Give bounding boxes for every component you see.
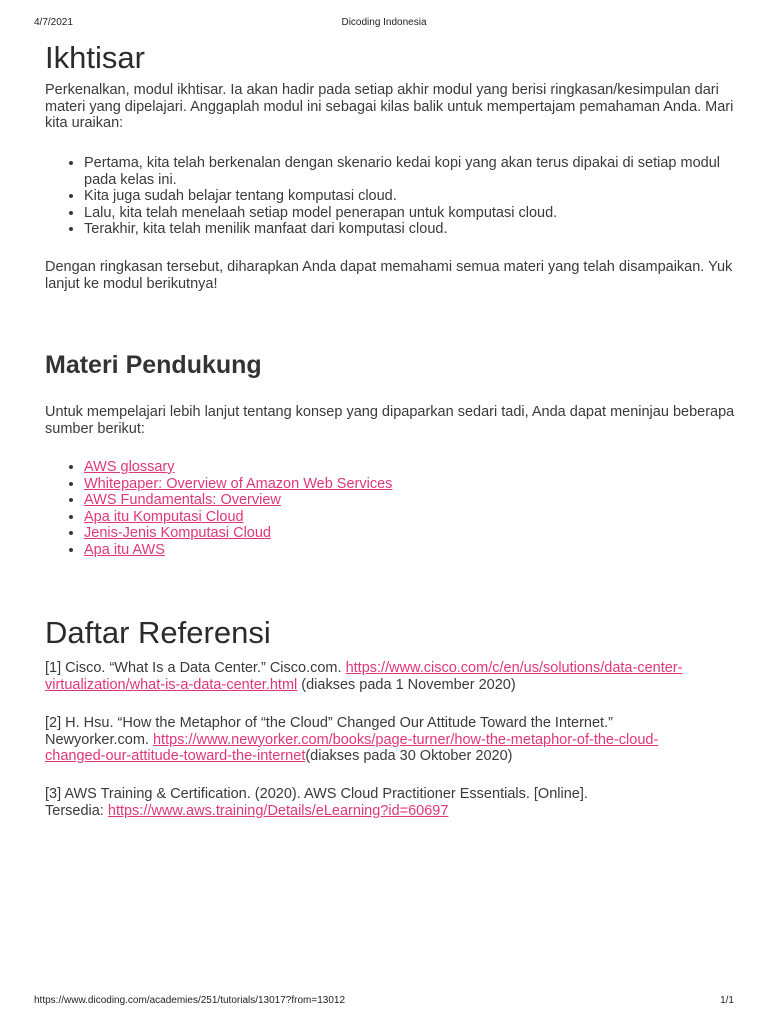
- reference-suffix: (diakses pada 30 Oktober 2020): [305, 748, 513, 764]
- ikhtisar-intro-block: [45, 82, 735, 132]
- list-item: [84, 509, 735, 526]
- materi-intro-block: [45, 404, 735, 437]
- materi-links-block: [45, 459, 735, 558]
- reference-prefix: [1] Cisco. “What Is a Data Center.” Cisco.com.: [45, 660, 346, 676]
- heading-materi-pendukung: Materi Pendukung: [45, 351, 262, 379]
- reference-1: [45, 660, 695, 693]
- print-url: https://www.dicoding.com/academies/251/tutorials/13017?from=13012: [34, 995, 346, 1006]
- ikhtisar-closing: Dengan ringkasan tersebut, diharapkan Anda dapat memahami semua materi yang telah disampaikan. Yuk lanjut ke modul berikutnya!: [45, 259, 733, 292]
- print-date: 4/7/2021: [34, 17, 73, 28]
- ikhtisar-list-block: [45, 155, 735, 238]
- ikhtisar-intro: Perkenalkan, modul ikhtisar. Ia akan hadir pada setiap akhir modul yang berisi ringkasan/kesimpulan dari materi yang dipelajari. Anggaplah modul ini sebagai kilas balik untuk mempertajam pemahaman Anda. Mari kita uraikan:: [45, 82, 734, 131]
- reference-prefix: [3] AWS Training & Certification. (2020). AWS Cloud Practitioner Essentials. [Online]. Tersedia:: [45, 786, 588, 819]
- reference-link[interactable]: https://www.aws.training/Details/eLearning?id=60697: [107, 802, 449, 819]
- list-item: • Lalu, kita telah menelaah setiap model penerapan untuk komputasi cloud.: [84, 205, 735, 222]
- link-jenis-komputasi-cloud[interactable]: Jenis-Jenis Komputasi Cloud: [84, 525, 271, 541]
- ikhtisar-closing-block: [45, 259, 735, 292]
- list-item: [84, 525, 735, 542]
- materi-intro: Untuk mempelajari lebih lanjut tentang konsep yang dipaparkan sedari tadi, Anda dapat meninjau beberapa sumber berikut:: [45, 404, 735, 437]
- link-aws-fundamentals[interactable]: AWS Fundamentals: Overview: [84, 492, 281, 508]
- list-item: • Pertama, kita telah berkenalan dengan skenario kedai kopi yang akan terus dipakai di setiap modul pada kelas ini.: [84, 155, 735, 188]
- list-item: [84, 542, 735, 559]
- print-title: Dicoding Indonesia: [341, 17, 427, 28]
- list-item: [84, 476, 735, 493]
- reference-text: [45, 786, 645, 819]
- list-item: • Kita juga sudah belajar tentang komputasi cloud.: [84, 188, 735, 205]
- list-item: [84, 459, 735, 476]
- page-number: 1/1: [720, 995, 734, 1006]
- reference-link[interactable]: https://www.newyorker.com/books/page-turner/how-the-metaphor-of-the-cloud-changed-our-attitude-toward-the-internet: [45, 731, 659, 764]
- reference-3: [45, 786, 645, 819]
- reference-text: [45, 715, 710, 765]
- link-apa-itu-komputasi-cloud[interactable]: Apa itu Komputasi Cloud: [84, 508, 244, 525]
- ikhtisar-list: [45, 155, 735, 238]
- list-item: [84, 492, 735, 509]
- heading-daftar-referensi: Daftar Referensi: [45, 615, 271, 650]
- reference-text: [45, 660, 695, 693]
- link-whitepaper-overview[interactable]: Whitepaper: Overview of Amazon Web Services: [84, 475, 393, 492]
- materi-links-list: [45, 459, 735, 558]
- list-item: • Terakhir, kita telah menilik manfaat dari komputasi cloud.: [84, 221, 735, 238]
- heading-ikhtisar: Ikhtisar: [45, 40, 145, 75]
- link-aws-glossary[interactable]: AWS glossary: [84, 459, 175, 475]
- link-apa-itu-aws[interactable]: Apa itu AWS: [84, 541, 165, 558]
- reference-2: [45, 715, 710, 765]
- reference-prefix: [2] H. Hsu. “How the Metaphor of “the Cloud” Changed Our Attitude Toward the Internet.” Newyorker.com.: [45, 715, 613, 748]
- reference-link[interactable]: https://www.cisco.com/c/en/us/solutions/data-center-virtualization/what-is-a-data-center.html: [45, 660, 683, 693]
- reference-suffix: (diakses pada 1 November 2020): [297, 676, 516, 693]
